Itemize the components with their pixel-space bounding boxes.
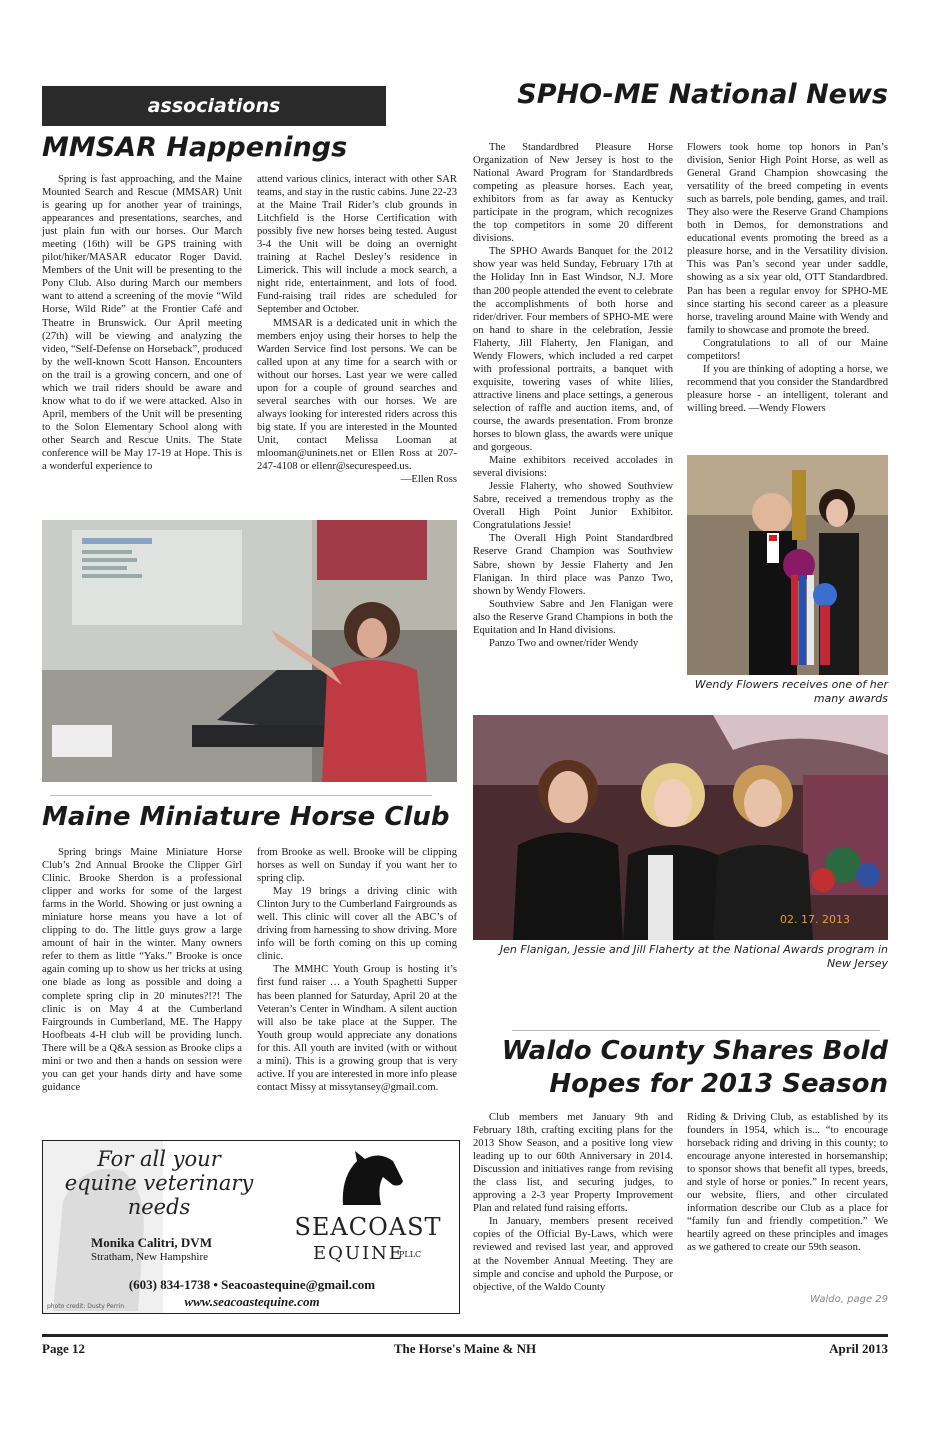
ad-contact: (603) 834-1738 • Seacoastequine@gmail.com: [128, 1277, 376, 1292]
divider: [512, 1030, 880, 1031]
ad-vet-name: Monika Calitri, DVM: [91, 1235, 212, 1250]
paragraph: MMSAR is a dedicated unit in which the members enjoy using their horses to help the Warden Service find lost persons. We can be called upon at any time for a search with or without our horses. Last year we were called upon for a couple of ground searches and several searches with our horses. We are always looking for interested riders across this big state. If you are interested in the Mounted Unit, contact Melissa Looman at mlooman@uninets.net or Ellen Ross at 207-247-4108 or ellenr@securespeed.us.: [257, 317, 457, 473]
paragraph: Southview Sabre and Jen Flanigan were also the Reserve Grand Champions in both the Equitation and In Hand divisions.: [473, 598, 673, 636]
paragraph: Maine exhibitors received accolades in several divisions:: [473, 455, 673, 480]
waldo-title-line-2: Hopes for 2013 Season: [549, 1069, 888, 1099]
paragraph: The SPHO Awards Banquet for the 2012 show year was held Sunday, February 17th at the Holiday Inn in East Windsor, N.J. More than 200 people attended the event to celebrate the accomplishments of both horse and rider/driver. Four members of SPHO-ME were on hand to share in the celebration, Jessie Flaherty, Jill Flaherty, Jen Flanigan, and Wendy Flowers, which included a red carpet with professional portraits, a banquet with exquisite, towering vases of white lilies, attractive linens and place settings, a generous selection of raffle and auction items, and, of course, the awards presentation. From bronze horses to blown glass, the awards were unique and gorgeous.: [473, 246, 673, 454]
awards-photo-caption: Wendy Flowers receives one of her many awards: [694, 678, 888, 705]
ad-website[interactable]: www.seacoastequine.com: [184, 1294, 320, 1309]
paragraph: May 19 brings a driving clinic with Clinton Jury to the Cumberland Fairgrounds as well. This clinic will cover all the ABC’s of driving from harnessing to show driving. More info will be forth coming on this up coming clinic.: [257, 886, 457, 963]
ad-photo-credit: photo credit: Dusty Perrin: [47, 1303, 125, 1310]
paragraph: In January, members present received copies of the Official By-Laws, which were reviewed and revised last year, and approved at the November Annual Meeting. They are simple and concise and uphold the Purpose, or objective, of the Waldo County: [473, 1216, 673, 1293]
mmsar-signature: —Ellen Ross: [400, 474, 457, 486]
ad-tagline: [49, 1147, 269, 1219]
paragraph: The Standardbred Pleasure Horse Organization of New Jersey is host to the National Award Program for Standardbreds competing as pleasure horses. Each year, exhibitors from as far away as Kentucky participate in the program, which recognizes the top competitors in some 20 different divisions.: [473, 142, 673, 245]
waldo-continued: Waldo, page 29: [810, 1294, 888, 1305]
paragraph: Flowers took home top honors in Pan’s division, Senior High Point Horse, as well as General Grand Champion showcasing the versatility of the breed competing in events such as barrels, pole bending, games, and trail. They also were the Reserve Grand Champions both in Demos, for demonstrations and educational events promoting the breed as a pleasure horse, and in the Versatility division. This was Pan’s second year under saddle, showing as a six year old, OTT Standardbred. Pan has been a regular envoy for SPHO-ME since starting his second career as a pleasure horse, traveling around Maine with Wendy and family to showcase and promote the breed.: [687, 142, 888, 336]
mmhc-title: Maine Miniature Horse Club: [42, 802, 450, 832]
footer-page-number: Page 12: [42, 1341, 85, 1356]
divider: [50, 795, 432, 796]
ad-location: Stratham, New Hampshire: [91, 1251, 208, 1263]
ad-brand-suffix: PLLC: [399, 1250, 422, 1259]
awards-photo: [687, 455, 888, 675]
paragraph: attend various clinics, interact with other SAR teams, and stay in the rustic cabins. June 22-23 at the Maine Trail Rider’s club grounds in Litchfield is the Horse Certification with possibly five new horses being tested. August 3-4 the Unit will be doing an overnight training at Rachel Desley’s residence in Limerick. This will include a mock search, a night ride, entertainment, and lots of food. Fund-raising trail rides are scheduled for September and October.: [257, 174, 457, 316]
mmsar-column-2: [257, 173, 457, 486]
waldo-title: [480, 1035, 888, 1101]
group-photo: [473, 715, 888, 940]
sphome-header: SPHO-ME National News: [517, 79, 888, 110]
mmsar-title: MMSAR Happenings: [42, 132, 348, 163]
sphome-column-1: [473, 141, 673, 650]
waldo-column-1: [473, 1111, 673, 1294]
ad-tagline-line: equine veterinary: [64, 1171, 254, 1195]
horse-head-logo: [333, 1147, 405, 1209]
sphome-column-2: [687, 141, 888, 415]
paragraph: Panzo Two and owner/rider Wendy: [489, 637, 639, 649]
ad-brand-name: SEACOAST: [294, 1213, 442, 1241]
paragraph: Congratulations to all of our Maine competitors!: [687, 337, 888, 362]
seacoast-equine-ad: [42, 1140, 460, 1314]
paragraph: The MMHC Youth Group is hosting it’s first fund raiser … a Youth Spaghetti Supper has been planned for Saturday, April 20 at the Veteran’s Center in Windham. A silent auction will also be take place at the Supper. The Youth group would appreciate any donations for this. All youth are invited (with or without a mini). This is a growing group that is very active. If you are interested in more info please contact Missy at missytansey@gmail.com.: [257, 964, 457, 1093]
paragraph: Spring is fast approaching, and the Maine Mounted Search and Rescue (MMSAR) Unit is gearing up for another year of trainings, appearances and presentations, searches, and just plain fun with our horses. Our March meeting (16th) will be GPS training with pilot/hiker/MASAR educator Roger David. Members of the Unit will be presenting to the Pony Club. Also during March our members want to attend a screening of the movie “Wild Horse, Wild Ride” at the Frontier Café and Theatre in Brunswick. Our April meeting (27th) will be viewing and analyzing the video, “Self-Defense on Horseback”, produced by the well-known Scott Hanson. Encounters on the trail is a growing concern, and one of which we trail riders should be aware and know what to do if we were attacked. Also in April, members of the Unit will be presenting to the Solon Elementary School along with other Search and Rescue Units. The State conference will be May 17-19 at Hope. This is a wonderful experience to: [42, 174, 242, 473]
footer-date: April 2013: [829, 1341, 888, 1356]
paragraph: If you are thinking of adopting a horse, we recommend that you consider the Standardbred pleasure horse - an intelligent, tolerant and willing breed. —Wendy Flowers: [687, 363, 888, 414]
paragraph: Club members met January 9th and February 18th, crafting exciting plans for the 2013 Show Season, and a positive long view leading up to our 60th Anniversary in 2014. Discussion and initiatives range from revising the class list, and securing judges, to approving a 2-3 year Property Improvement Plan and related fund raising efforts.: [473, 1112, 673, 1215]
paragraph: Spring brings Maine Miniature Horse Club’s 2nd Annual Brooke the Clipper Girl Clinic. Brooke Sherdon is a professional clipper and works for some of the largest farms in the World. Showing or just owning a miniature horse means you have a lot of clipping to do. The little guys grow a large amount of hair in the winter. Many owners refer to them as little “Yaks.” Brooke is once again coming up to show us her tricks at using one blade as long as possible and doing a complete spring clip in 20 minutes?!?! The clinic is on May 4 at the Cumberland Fairgrounds in Cumberland, ME. The Happy Hoofbeats 4-H club will be providing lunch. There will be a Q&A session as Brooke clips a mini or two and then a hands on session were you can get your hands dirty and have some guidance: [42, 847, 242, 1093]
ad-tagline-line: For all your: [97, 1147, 221, 1171]
photo-date-stamp: 02. 17. 2013: [780, 913, 850, 926]
paragraph: from Brooke as well. Brooke will be clipping horses as well on Sunday if you want her to spring clip.: [257, 847, 457, 885]
mmsar-presentation-photo: [42, 520, 457, 782]
paragraph: The Overall High Point Standardbred Reserve Grand Champion was Southview Sabre, shown by Jessie Flaherty and Jen Flanigan. In third place was Panzo Two, shown by Wendy Flowers.: [473, 533, 673, 597]
ad-tagline-line: needs: [127, 1195, 191, 1219]
paragraph: Jessie Flaherty, who showed Southview Sabre, received a tremendous trophy as the Overall High Point Junior Exhibitor. Congratulations Jessie!: [473, 481, 673, 532]
footer-rule: [42, 1334, 888, 1337]
footer-publication: The Horse's Maine & NH: [393, 1341, 537, 1356]
mmhc-column-1: [42, 846, 242, 1094]
ad-brand-subname: EQUINE: [313, 1243, 405, 1264]
waldo-column-2: [687, 1111, 888, 1255]
section-banner: associations: [42, 86, 386, 126]
mmhc-column-2: [257, 846, 457, 1094]
mmsar-column-1: [42, 173, 242, 473]
group-photo-caption: Jen Flanigan, Jessie and Jill Flaherty at the National Awards program in New Jersey: [499, 943, 888, 970]
waldo-title-line-1: Waldo County Shares Bold: [501, 1036, 888, 1066]
paragraph: Riding & Driving Club, as established by its founders in 1954, which is... “to encourage horseback riding and driving in this county; to encourage anyone interested in horsemanship; to sponsor shows that benefit all types, breeds, and style of horse or ponies.” In recent years, our website, fliers, and other circulated information describe our Club as a place for “family fun and friendly competition.” We heartily agreed on these principles and images as we gathered to create our 59th season.: [687, 1112, 888, 1254]
